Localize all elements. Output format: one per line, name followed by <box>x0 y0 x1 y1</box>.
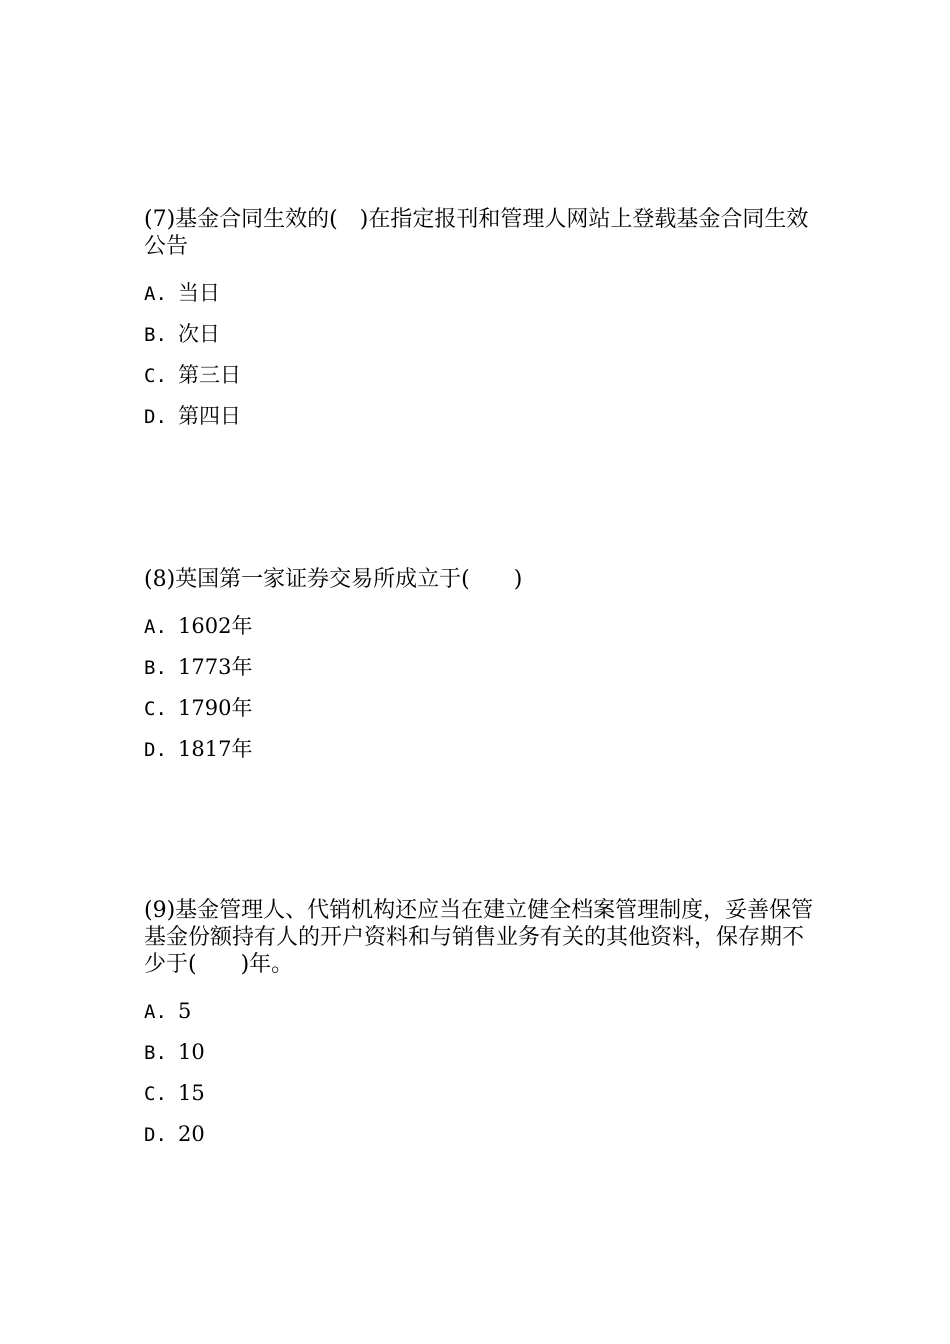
question-9 <box>144 897 824 1155</box>
option-text: 第三日 <box>178 363 241 387</box>
option-label: C. <box>144 698 167 720</box>
option-b <box>144 647 824 688</box>
option-label: B. <box>144 657 167 679</box>
question-stem: (8)英国第一家证券交易所成立于( ) <box>144 567 523 592</box>
option-a <box>144 273 824 314</box>
option-label: B. <box>144 1042 167 1064</box>
question-7 <box>144 206 824 437</box>
option-text: 1817年 <box>178 737 253 761</box>
option-text: 15 <box>178 1081 205 1105</box>
option-b <box>144 1032 824 1073</box>
option-list <box>144 273 824 437</box>
option-label: D. <box>144 406 167 428</box>
option-label: D. <box>144 1124 167 1146</box>
option-list <box>144 991 824 1155</box>
option-text: 次日 <box>178 322 220 346</box>
option-text: 20 <box>178 1122 205 1146</box>
option-label: C. <box>144 365 167 387</box>
option-d <box>144 396 824 437</box>
option-text: 第四日 <box>178 404 241 428</box>
option-a <box>144 606 824 647</box>
option-a <box>144 991 824 1032</box>
question-8 <box>144 566 824 770</box>
question-stem: (9)基金管理人、代销机构还应当在建立健全档案管理制度，妥善保管基金份额持有人的开户资料和与销售业务有关的其他资料，保存期不少于( )年。 <box>144 898 814 977</box>
option-label: A. <box>144 1001 167 1023</box>
option-text: 1602年 <box>178 614 253 638</box>
option-list <box>144 606 824 770</box>
option-label: B. <box>144 324 167 346</box>
option-c <box>144 688 824 729</box>
option-text: 当日 <box>178 281 220 305</box>
option-d <box>144 1114 824 1155</box>
option-d <box>144 729 824 770</box>
question-stem: (7)基金合同生效的( )在指定报刊和管理人网站上登载基金合同生效公告 <box>144 207 809 259</box>
option-text: 1790年 <box>178 696 253 720</box>
option-text: 1773年 <box>178 655 253 679</box>
option-label: D. <box>144 739 167 761</box>
option-c <box>144 1073 824 1114</box>
option-text: 10 <box>178 1040 205 1064</box>
option-label: A. <box>144 616 167 638</box>
option-label: A. <box>144 283 167 305</box>
option-b <box>144 314 824 355</box>
option-label: C. <box>144 1083 167 1105</box>
option-text: 5 <box>178 999 192 1023</box>
option-c <box>144 355 824 396</box>
